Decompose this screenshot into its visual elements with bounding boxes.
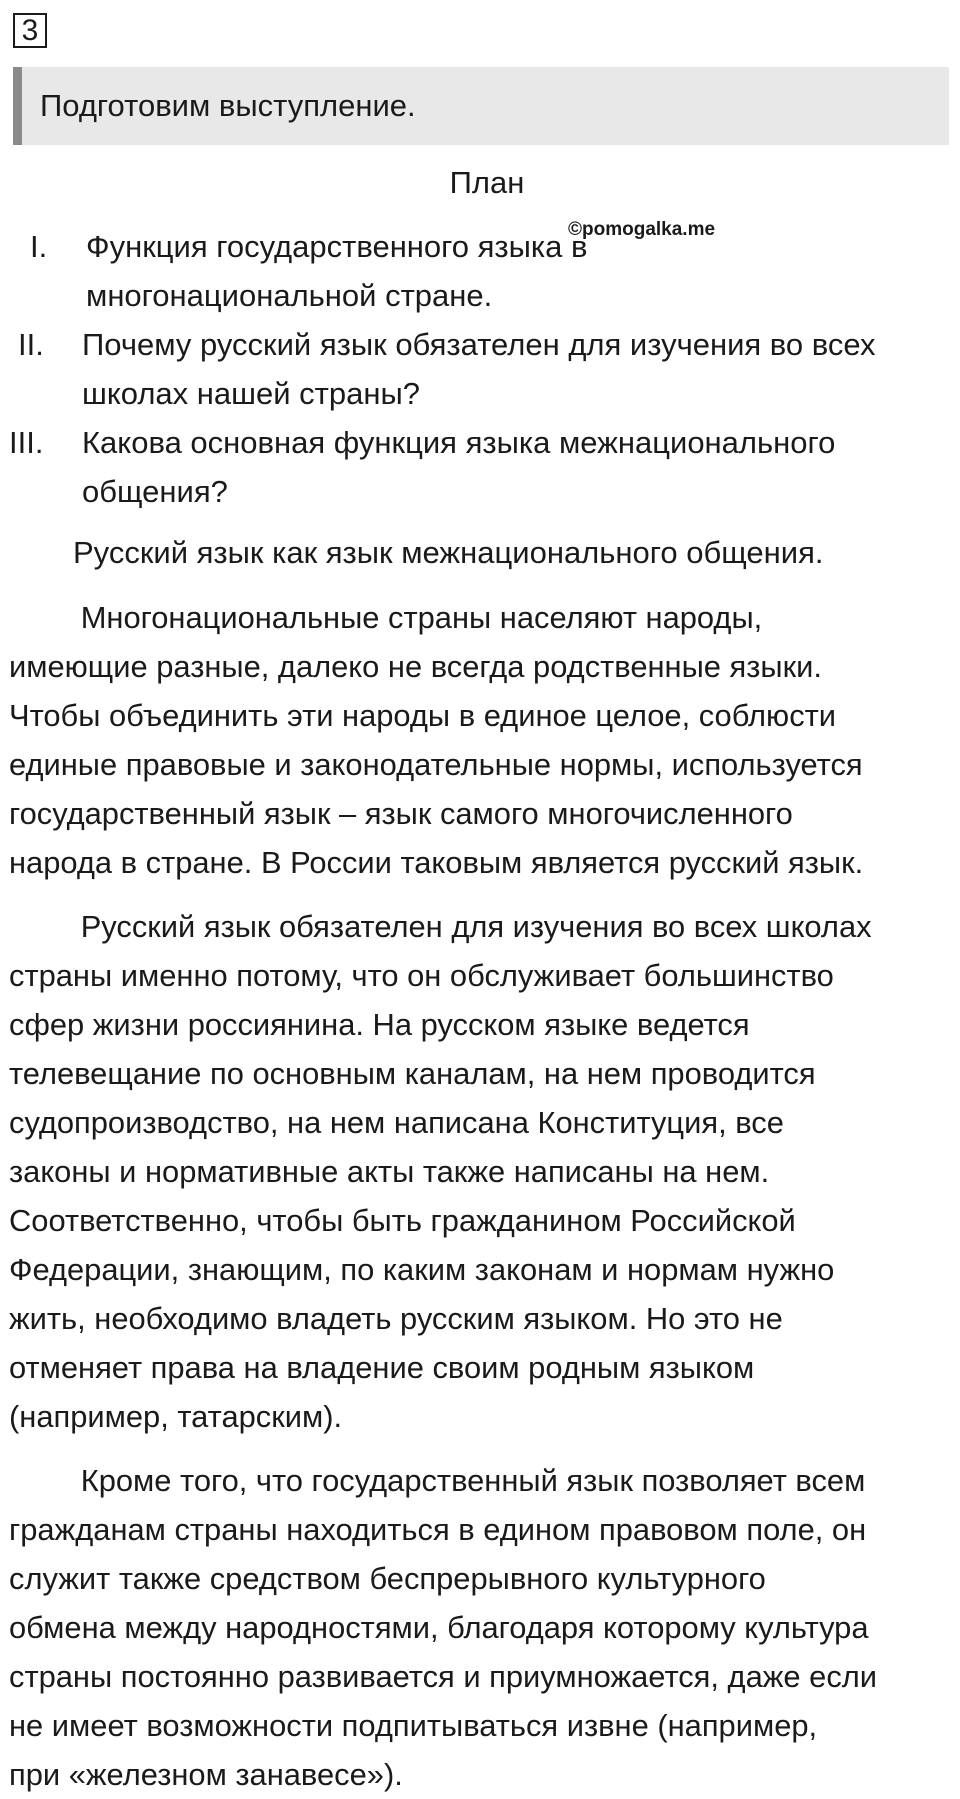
plan-item-number: III.: [9, 425, 44, 460]
speech-subtitle: Русский язык как язык межнационального общения.: [73, 535, 824, 570]
paragraph: [9, 902, 954, 1441]
paragraph-line: жить, необходимо владеть русским языком. Но это не: [9, 1301, 783, 1336]
plan-item-text: Почему русский язык обязателен для изучения во всех: [82, 327, 876, 362]
paragraph-line: телевещание по основным каналам, на нем проводится: [9, 1056, 816, 1091]
plan-title: План: [449, 165, 525, 200]
paragraph-line: Федерации, знающим, по каким законам и нормам нужно: [9, 1252, 835, 1287]
paragraph-line: единые правовые и законодательные нормы, используется: [9, 747, 863, 782]
paragraph-line: судопроизводство, на нем написана Конституция, все: [9, 1105, 784, 1140]
assignment-banner: Подготовим выступление.: [13, 67, 949, 145]
paragraph-line: страны именно потому, что он обслуживает большинство: [9, 958, 834, 993]
paragraph-line: Кроме того, что государственный язык позволяет всем: [80, 1463, 866, 1498]
plan-item-text: школах нашей страны?: [82, 376, 421, 411]
paragraph-line: страны постоянно развивается и приумножается, даже если: [9, 1659, 878, 1694]
paragraph-line: служит также средством беспрерывного культурного: [9, 1561, 766, 1596]
paragraph-line: не имеет возможности подпитываться извне (например,: [9, 1708, 818, 1743]
paragraph-line: обмена между народностями, благодаря которому культура: [9, 1610, 869, 1645]
plan-item-text: общения?: [82, 474, 228, 509]
paragraph-line: Русский язык обязателен для изучения во всех школах: [80, 909, 872, 944]
paragraph-line: Соответственно, чтобы быть гражданином Российской: [9, 1203, 796, 1238]
plan-item-number: II.: [18, 327, 44, 362]
paragraph-line: при «железном занавесе»).: [9, 1757, 403, 1792]
paragraph-line: Чтобы объединить эти народы в единое целое, соблюсти: [9, 698, 837, 733]
paragraph-line: имеющие разные, далеко не всегда родственные языки.: [9, 649, 822, 684]
paragraph: [9, 593, 954, 887]
paragraph-line: законы и нормативные акты также написаны на нем.: [9, 1154, 770, 1189]
plan-item-text: многонациональной стране.: [86, 278, 493, 313]
paragraph-line: (например, татарским).: [9, 1399, 343, 1434]
paragraph-line: отменяет права на владение своим родным языком: [9, 1350, 755, 1385]
plan-item-text: Функция государственного языка в: [86, 229, 588, 264]
paragraph-line: Многонациональные страны населяют народы,: [80, 600, 763, 635]
paragraph-line: народа в стране. В России таковым является русский язык.: [9, 845, 864, 880]
paragraph-line: сфер жизни россиянина. На русском языке ведется: [9, 1007, 750, 1042]
paragraph-line: государственный язык – язык самого многочисленного: [9, 796, 793, 831]
plan-item-number: I.: [30, 229, 48, 264]
task-number: 3: [13, 13, 47, 48]
paragraph: [9, 1456, 954, 1799]
plan-item-text: Какова основная функция языка межнационального: [82, 425, 836, 460]
paragraph-line: гражданам страны находиться в едином правовом поле, он: [9, 1512, 867, 1547]
watermark: ©pomogalka.me: [568, 219, 716, 240]
